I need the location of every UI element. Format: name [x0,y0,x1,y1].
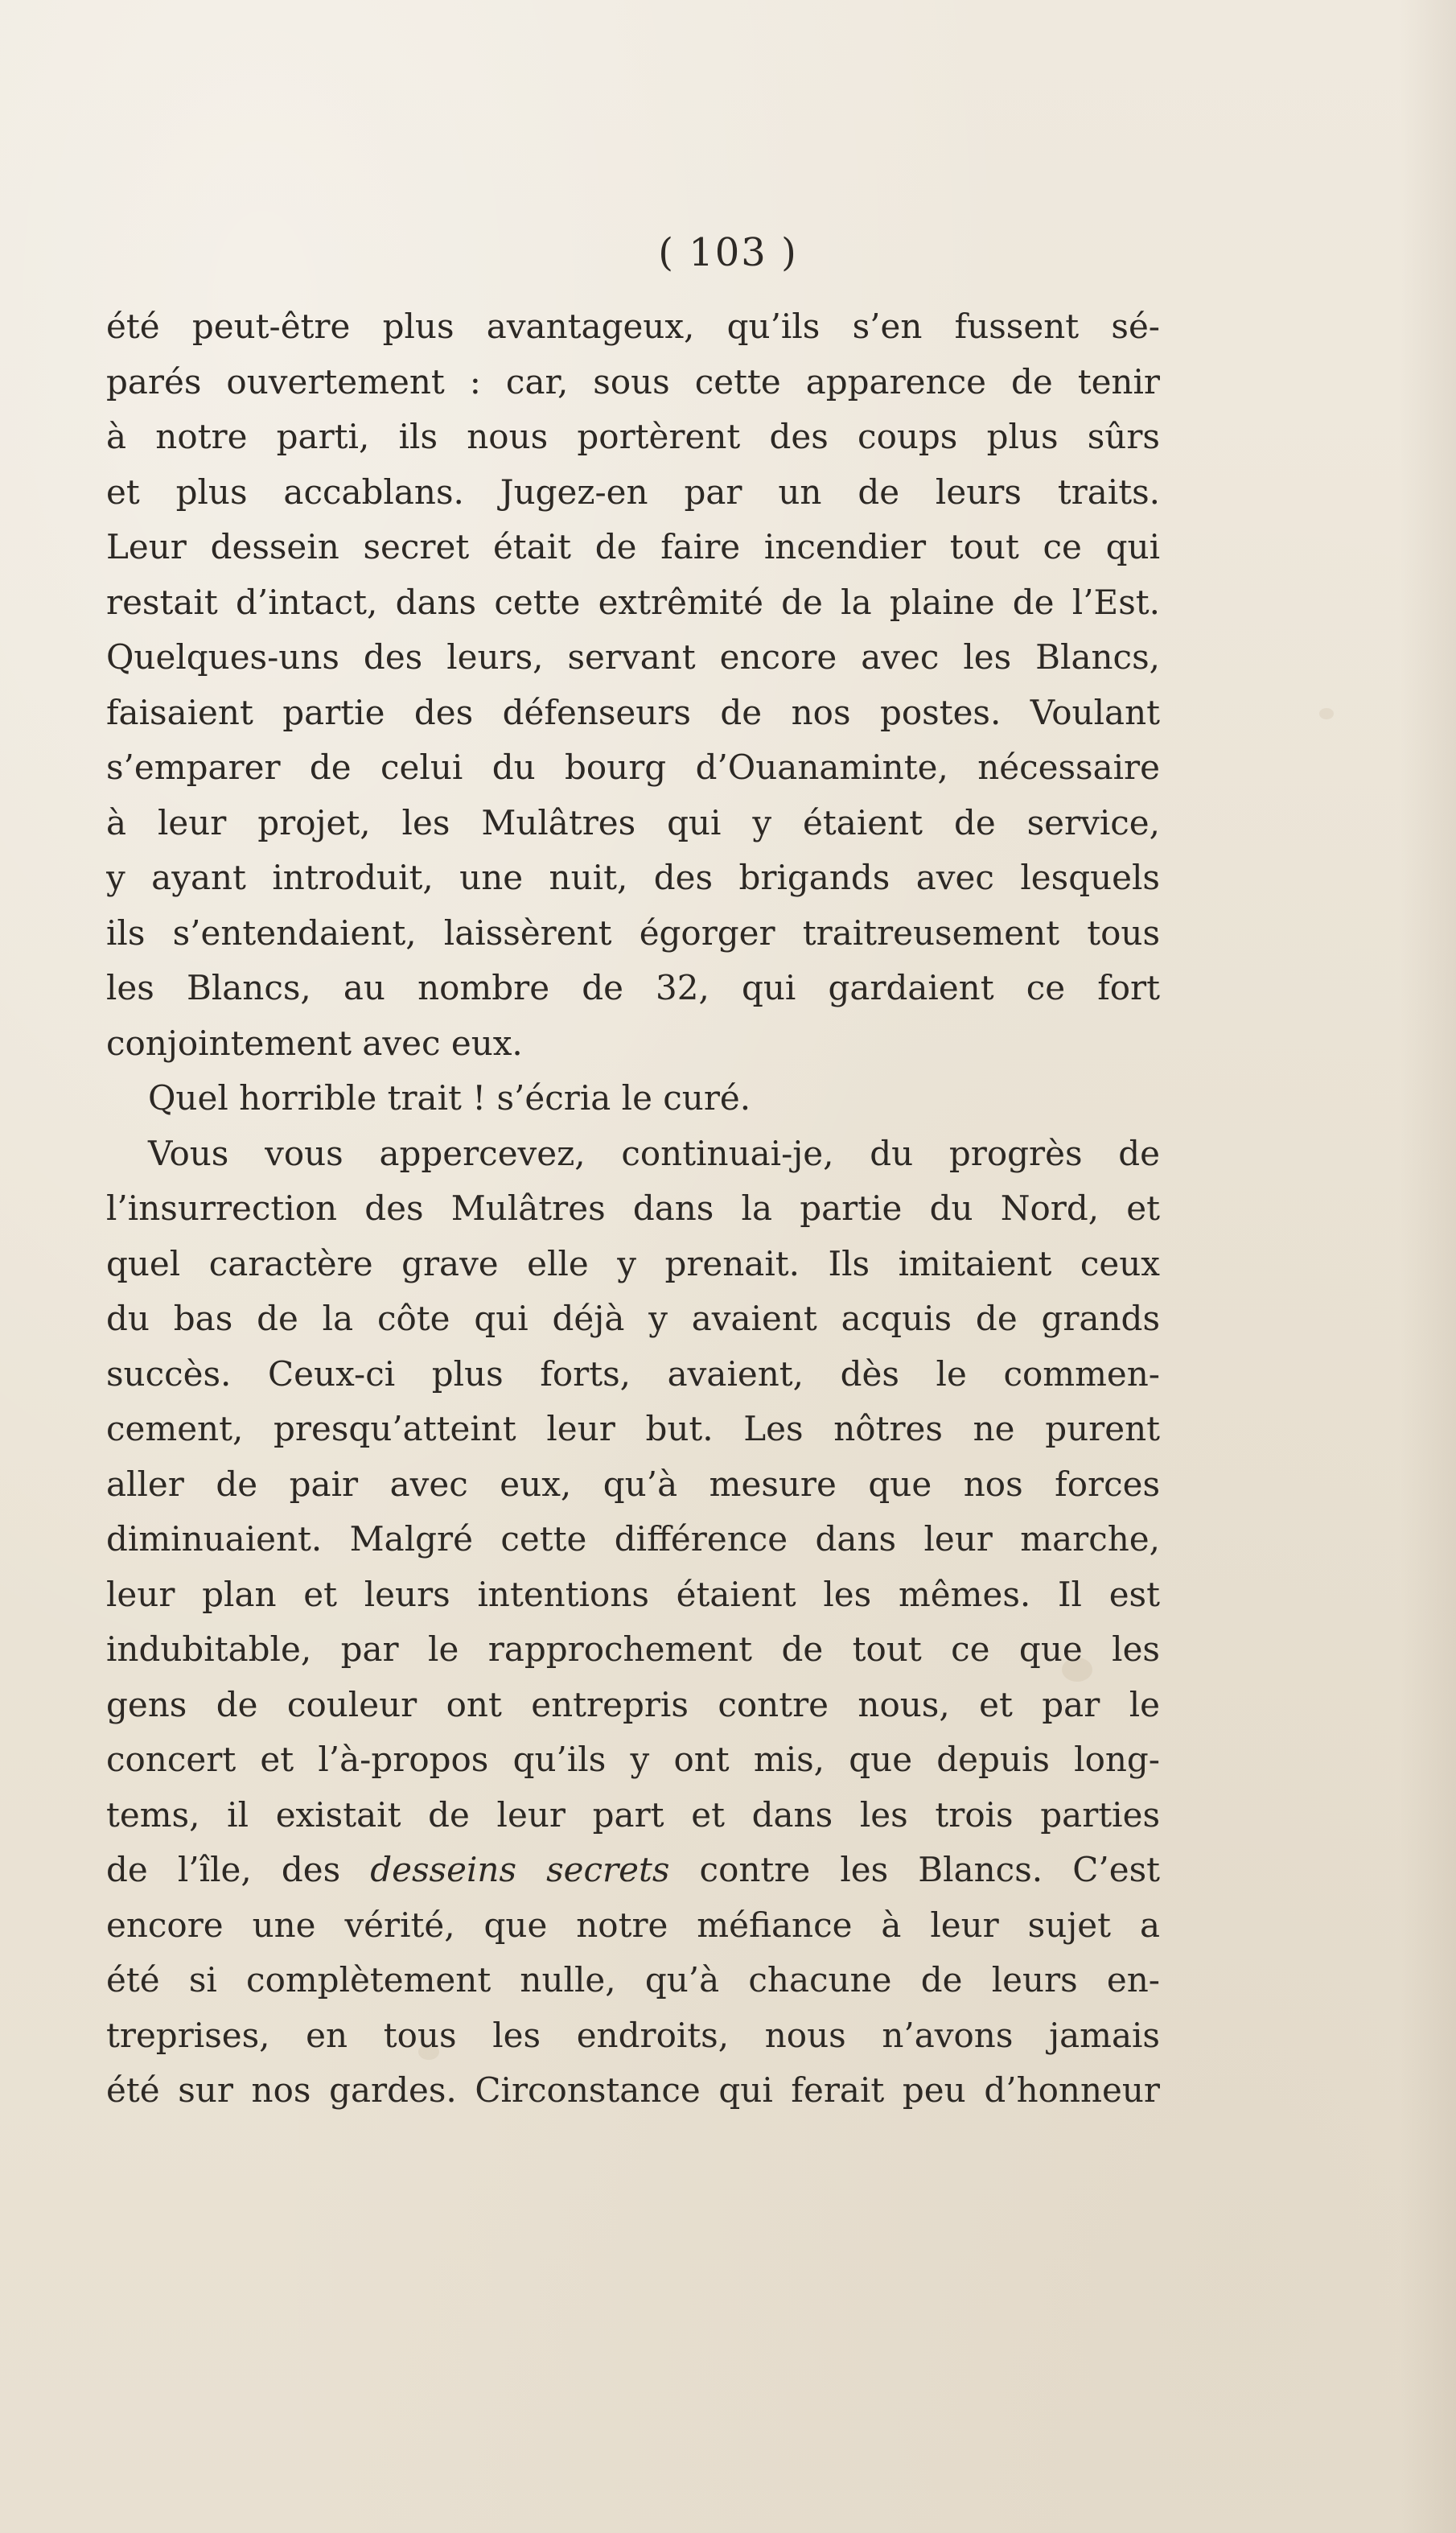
text-fragment: contre les Blancs. C’est [699,1850,1160,1889]
text-line: gens de couleur ont entrepris contre nous, et par le [106,1684,1160,1724]
body-text [106,299,1160,2119]
text-line: aller de pair avec eux, qu’à mesure que nos forces [106,1464,1160,1504]
text-line: été sur nos gardes. Circonstance qui ferait peu d’honneur [106,2070,1160,2110]
text-line: et plus accablans. Jugez-en par un de leurs traits. [106,472,1160,512]
text-line: l’insurrection des Mulâtres dans la partie du Nord, et [106,1188,1160,1228]
text-line: cement, presqu’atteint leur but. Les nôtres ne purent [106,1409,1160,1448]
text-line: restait d’intact, dans cette extrêmité de la plaine de l’Est. [106,582,1160,622]
text-line-with-italic [106,1843,1160,1898]
italic-emphasis: desseins secrets [370,1850,670,1889]
text-fragment: de l’île, des [106,1850,341,1889]
text-line: y ayant introduit, une nuit, des brigands avec lesquels [106,858,1160,897]
text-line: quel caractère grave elle y prenait. Ils imitaient ceux [106,1243,1160,1283]
text-line: Vous vous appercevez, continuai-je, du progrès de [148,1133,1160,1173]
text-line: été si complètement nulle, qu’à chacune de leurs en- [106,1960,1160,2000]
text-line: indubitable, par le rapprochement de tout ce que les [106,1629,1160,1669]
text-line: conjointement avec eux. [106,1023,523,1063]
text-line: faisaient partie des défenseurs de nos postes. Voulant [106,692,1160,732]
text-line: du bas de la côte qui déjà y avaient acquis de grands [106,1299,1160,1338]
text-line: encore une vérité, que notre méfiance à leur sujet a [106,1905,1160,1945]
page-number: ( 103 ) [658,230,798,275]
text-line: concert et l’à-propos qu’ils y ont mis, que depuis long- [106,1740,1160,1779]
text-line: s’emparer de celui du bourg d’Ouanaminte, nécessaire [106,748,1160,787]
text-line: treprises, en tous les endroits, nous n’avons jamais [106,2015,1160,2055]
text-line: à notre parti, ils nous portèrent des coups plus sûrs [106,417,1160,456]
text-line: Quelques-uns des leurs, servant encore avec les Blancs, [106,637,1160,677]
text-line: leur plan et leurs intentions étaient les mêmes. Il est [106,1574,1160,1614]
text-line: diminuaient. Malgré cette différence dans leur marche, [106,1519,1160,1559]
text-line: été peut-être plus avantageux, qu’ils s’en fussent sé- [106,307,1160,346]
paper-stain [1319,708,1334,719]
text-line: Leur dessein secret était de faire incendier tout ce qui [106,527,1160,566]
text-line: tems, il existait de leur part et dans les trois parties [106,1794,1160,1835]
text-line: Quel horrible trait ! s’écria le curé. [148,1078,751,1118]
text-line: parés ouvertement : car, sous cette apparence de tenir [106,361,1160,402]
text-line: à leur projet, les Mulâtres qui y étaient de service, [106,802,1160,842]
page-edge-shadow [1400,0,1456,2533]
text-line: ils s’entendaient, laissèrent égorger traitreusement tous [106,912,1160,953]
text-line: succès. Ceux-ci plus forts, avaient, dès le commen- [106,1353,1160,1394]
text-line: les Blancs, au nombre de 32, qui gardaient ce fort [106,968,1160,1007]
